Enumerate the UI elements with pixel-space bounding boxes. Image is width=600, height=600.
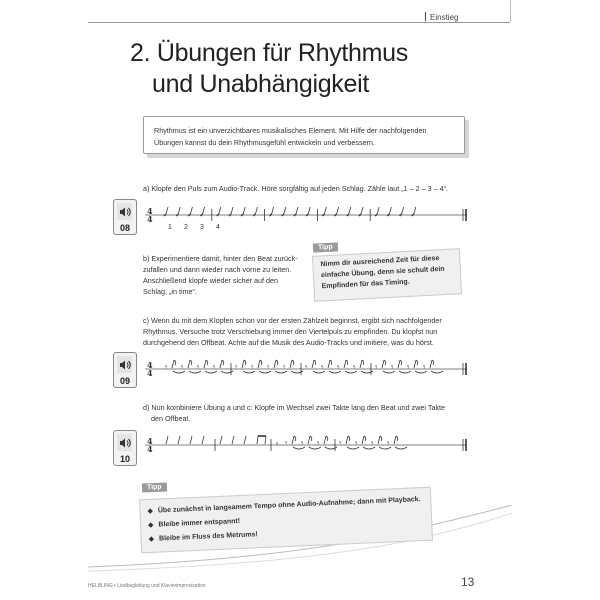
- exercise-d-line1: d) Nun kombiniere Übung a und c: Klopfe im Wechsel zwei Takte lang den Beat und zwei Takte: [143, 403, 446, 412]
- rest-mark: 𝄾: [375, 363, 378, 373]
- beat-mark: [359, 214, 361, 216]
- rest-mark: 𝄾: [213, 363, 216, 373]
- note-mark: [257, 436, 258, 444]
- note-flag: [432, 360, 434, 365]
- note-flag: [362, 360, 364, 365]
- rest-mark: 𝄾: [285, 439, 288, 449]
- tipp-b-line2: einfache Übung, denn sie schult dein: [320, 265, 445, 280]
- rest-mark: 𝄾: [339, 439, 342, 449]
- beat-mark: [412, 214, 414, 216]
- note-mark: [382, 360, 384, 368]
- note-flag: [348, 436, 350, 441]
- beat-mark: [324, 207, 326, 214]
- rest-mark: 𝄾: [423, 363, 426, 373]
- audio-track-09[interactable]: [113, 352, 137, 388]
- beat-mark: [400, 214, 402, 216]
- page-title: [130, 38, 408, 100]
- rest-mark: 𝄾: [251, 363, 254, 373]
- beat-mark: [270, 214, 272, 216]
- beat-mark: [241, 214, 243, 216]
- note-flag: [384, 360, 386, 365]
- exercise-b-text: [143, 253, 298, 297]
- beat-mark: [308, 207, 310, 214]
- count-4: 4: [216, 224, 220, 231]
- exercise-c-line3: durchgehend den Offbeat. Achte auf die Musik des Audio-Tracks und imitiere, was du hörst.: [143, 338, 434, 347]
- beat-mark: [255, 207, 257, 214]
- note-mark: [292, 436, 294, 444]
- rest-mark: 𝄾: [235, 363, 238, 373]
- rest-mark: 𝄾: [355, 439, 358, 449]
- beat-mark: [190, 436, 192, 444]
- beat-mark: [306, 214, 308, 216]
- beat-mark: [244, 436, 246, 444]
- speaker-icon: [117, 434, 132, 451]
- beat-mark: [166, 436, 168, 444]
- note-mark: [204, 360, 206, 368]
- beat-mark: [164, 214, 166, 216]
- margin-rule: [510, 0, 511, 22]
- note-flag: [330, 360, 332, 365]
- beat-mark: [272, 207, 274, 214]
- note-flag: [294, 436, 296, 441]
- beat-mark: [335, 214, 337, 216]
- beat-mark: [282, 214, 284, 216]
- note-flag: [174, 360, 176, 365]
- diamond-bullet-icon: ◆: [147, 507, 154, 515]
- audio-track-08[interactable]: [113, 199, 137, 235]
- intro-line2: Übungen kannst du dein Rhythmusgefühl entwickeln und verbessern.: [154, 138, 375, 147]
- exercise-c-line1: c) Wenn du mit dem Klopfen schon vor der ersten Zählzeit beginnst, ergibt sich nachfolgender: [143, 316, 442, 325]
- tipp-b-text: [320, 253, 445, 292]
- note-flag: [292, 360, 294, 365]
- track-number: 08: [119, 223, 130, 233]
- beat-mark: [296, 207, 298, 214]
- rest-mark: 𝄾: [317, 439, 320, 449]
- tie-mark: [395, 447, 407, 449]
- tipp-label-b: Tipp: [313, 242, 338, 252]
- note-flag: [244, 360, 246, 365]
- note-mark: [346, 436, 348, 444]
- diamond-bullet-icon: ◆: [147, 521, 154, 529]
- audio-track-10[interactable]: [113, 430, 137, 466]
- note-flag: [380, 436, 382, 441]
- beat-mark: [188, 214, 190, 216]
- note-mark: [360, 360, 362, 368]
- rest-mark: 𝄾: [321, 363, 324, 373]
- exercise-b-line3: Anschließend klopfe wieder sicher auf den: [143, 276, 279, 285]
- rest-mark: 𝄾: [407, 363, 410, 373]
- rest-mark: 𝄾: [197, 363, 200, 373]
- note-flag: [326, 436, 328, 441]
- exercise-d-line2: den Offbeat.: [151, 414, 191, 423]
- tipp-label-bottom: Tipp: [142, 482, 167, 492]
- beat-mark: [294, 214, 296, 216]
- beat-mark: [178, 207, 180, 214]
- beat-mark: [284, 207, 286, 214]
- rhythm-staff-a: [145, 204, 475, 236]
- note-flag: [260, 360, 262, 365]
- rhythm-staff-d: [145, 432, 475, 460]
- section-label: [425, 12, 458, 22]
- svg-text:4: 4: [147, 206, 153, 216]
- note-flag: [222, 360, 224, 365]
- tipp-b-line3: Empfinden für das Timing.: [321, 278, 410, 291]
- section-label-text: Einstieg: [430, 13, 459, 22]
- note-mark: [394, 436, 396, 444]
- tipp-bottom-item-1: Übe zunächst in langsamem Tempo ohne Audio-Aufnahme; dann mit Playback.: [157, 496, 421, 515]
- beat-mark: [190, 207, 192, 214]
- note-mark: [220, 360, 222, 368]
- count-2: 2: [184, 224, 188, 231]
- beat-mark: [402, 207, 404, 214]
- beat-mark: [232, 436, 234, 444]
- rest-mark: 𝄾: [267, 363, 270, 373]
- svg-text:4: 4: [147, 444, 153, 454]
- speaker-icon: [117, 203, 132, 220]
- note-mark: [274, 360, 276, 368]
- note-mark: [308, 436, 310, 444]
- note-flag: [310, 436, 312, 441]
- note-flag: [396, 436, 398, 441]
- rest-mark: 𝄾: [165, 363, 168, 373]
- speaker-icon: [117, 356, 132, 373]
- diamond-bullet-icon: ◆: [148, 535, 155, 543]
- rest-mark: 𝄾: [371, 439, 374, 449]
- beat-mark: [337, 207, 339, 214]
- beat-mark: [377, 207, 379, 214]
- note-mark: [414, 360, 416, 368]
- rest-mark: 𝄾: [337, 363, 340, 373]
- intro-line1: Rhythmus ist ein unverzichtbares musikalisches Element. Mit Hilfe der nachfolgenden: [154, 126, 427, 135]
- beat-mark: [220, 436, 222, 444]
- note-flag: [416, 360, 418, 365]
- rest-mark: 𝄾: [301, 439, 304, 449]
- rest-mark: 𝄾: [305, 363, 308, 373]
- note-mark: [312, 360, 314, 368]
- beat-mark: [201, 214, 203, 216]
- rest-mark: 𝄾: [391, 363, 394, 373]
- note-mark: [344, 360, 346, 368]
- svg-text:4: 4: [147, 368, 153, 378]
- beat-mark: [217, 214, 219, 216]
- beat-mark: [389, 207, 391, 214]
- note-flag: [364, 436, 366, 441]
- beat-mark: [231, 207, 233, 214]
- note-mark: [242, 360, 244, 368]
- rest-mark: 𝄾: [181, 363, 184, 373]
- note-flag: [314, 360, 316, 365]
- note-mark: [324, 436, 326, 444]
- count-1: 1: [168, 224, 172, 231]
- page-number: 13: [461, 575, 475, 589]
- note-mark: [362, 436, 364, 444]
- rhythm-staff-c: [145, 356, 475, 384]
- exercise-c-text: [143, 315, 442, 348]
- note-mark: [328, 360, 330, 368]
- note-flag: [346, 360, 348, 365]
- exercise-b-line4: Schlag, „in time“.: [143, 287, 197, 296]
- page-title-line2: und Unabhängigkeit: [152, 70, 370, 98]
- beat-mark: [361, 207, 363, 214]
- beat-mark: [414, 207, 416, 214]
- exercise-c-line2: Rhythmus. Versuche trotz Verschiebung immer den Viertelpuls zu empfinden. Du klopfst nun: [143, 327, 438, 336]
- note-mark: [265, 436, 266, 444]
- page-title-line1: 2. Übungen für Rhythmus: [130, 39, 408, 67]
- rest-mark: 𝄾: [353, 363, 356, 373]
- beat-mark: [243, 207, 245, 214]
- svg-text:4: 4: [147, 214, 153, 224]
- note-mark: [290, 360, 292, 368]
- beat-mark: [322, 214, 324, 216]
- header-rule: [88, 22, 510, 23]
- note-flag: [190, 360, 192, 365]
- beat-mark: [387, 214, 389, 216]
- note-mark: [188, 360, 190, 368]
- note-mark: [172, 360, 174, 368]
- beat-mark: [178, 436, 180, 444]
- note-flag: [276, 360, 278, 365]
- svg-text:4: 4: [147, 360, 153, 370]
- note-mark: [378, 436, 380, 444]
- count-3: 3: [200, 224, 204, 231]
- beat-mark: [375, 214, 377, 216]
- exercise-a-text: a) Klopfe den Puls zum Audio-Track. Höre sorgfältig auf jeden Schlag. Zähle laut „1 – 2 – 3 – 4“.: [143, 184, 448, 193]
- rest-mark: 𝄾: [387, 439, 390, 449]
- rest-mark: 𝄾: [283, 363, 286, 373]
- tipp-b-line1: Nimm dir ausreichend Zeit für diese: [320, 255, 440, 269]
- rest-mark: 𝄾: [276, 440, 279, 450]
- tie-mark: [431, 371, 443, 373]
- exercise-d-text: [143, 402, 445, 424]
- intro-box: [143, 116, 465, 154]
- exercise-b-line1: b) Experimentiere damit, hinter den Beat zurück-: [143, 254, 298, 263]
- tipp-bottom-item-3: Bleibe im Fluss des Metrums!: [158, 531, 258, 543]
- beat-mark: [202, 436, 204, 444]
- svg-text:4: 4: [147, 436, 153, 446]
- tipp-bottom-item-2: Bleibe immer entspannt!: [158, 517, 241, 529]
- exercise-b-line2: zufallen und dann wieder nach vorne zu leiten.: [143, 265, 292, 274]
- beat-mark: [166, 207, 168, 214]
- beat-mark: [349, 207, 351, 214]
- beat-mark: [219, 207, 221, 214]
- track-number: 10: [119, 454, 130, 464]
- note-mark: [258, 360, 260, 368]
- note-mark: [398, 360, 400, 368]
- footer-text: HELBLING • Liedbegleitung und Klavierimprovisation: [88, 583, 206, 589]
- note-flag: [400, 360, 402, 365]
- beat-mark: [347, 214, 349, 216]
- note-mark: [430, 360, 432, 368]
- beat-mark: [176, 214, 178, 216]
- beat-mark: [253, 214, 255, 216]
- beat-mark: [229, 214, 231, 216]
- track-number: 09: [119, 376, 130, 386]
- beat-mark: [203, 207, 205, 214]
- note-flag: [206, 360, 208, 365]
